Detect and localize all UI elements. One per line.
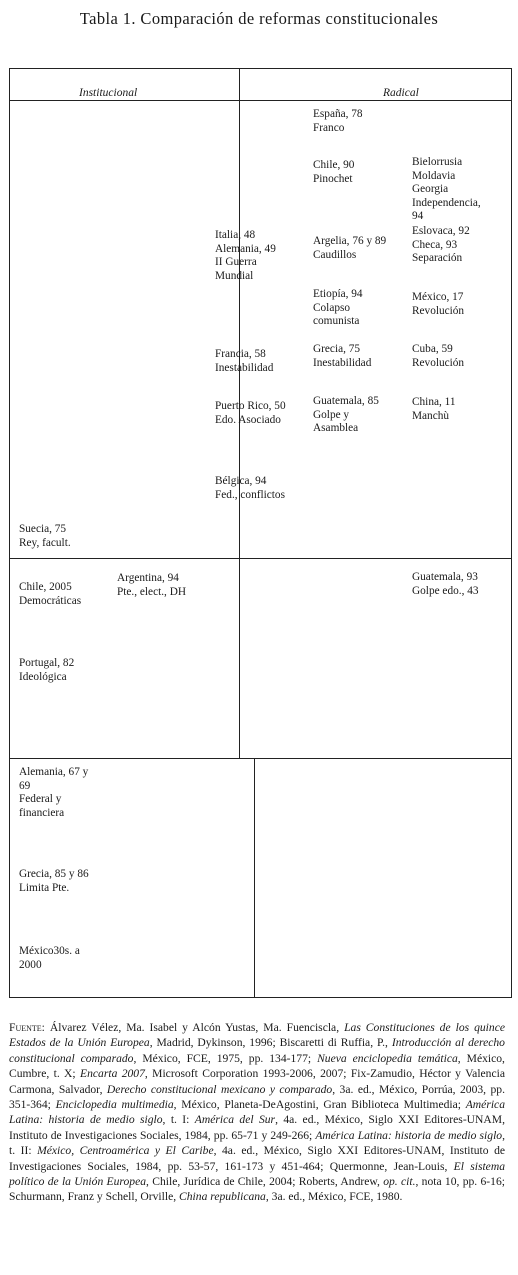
entry-chile-2005: Chile, 2005 Democráticas: [19, 581, 82, 607]
entry-espana: España, 78 Franco: [313, 108, 363, 134]
source-title: América Latina: historia de medio siglo: [315, 1128, 503, 1142]
entry-guatemala-93: Guatemala, 93 Golpe edo., 43: [412, 571, 479, 597]
entry-argelia: Argelia, 76 y 89 Caudillos: [313, 235, 387, 261]
source-text: , México, Cumbre, t. X;: [9, 1051, 505, 1081]
entry-belgica: Bélgica, 94 Fed., conflictos: [215, 475, 285, 501]
source-title: Encarta 2007: [80, 1067, 145, 1081]
entry-alemania-67: Alemania, 67 y 69 Federal y financiera: [19, 766, 89, 819]
header-rule: [9, 100, 512, 101]
entry-china: China, 11 Manchù: [412, 396, 456, 422]
source-title: Nueva enciclopedia temática: [317, 1051, 458, 1065]
source-text: , nota 10, pp. 6-16; Schurmann, Franz y Schell, Orville,: [9, 1175, 505, 1204]
source-title: América Latina: historia de medio siglo: [9, 1098, 505, 1127]
entry-guatemala-85: Guatemala, 85 Golpe y Asamblea: [313, 395, 379, 435]
source-title: Derecho constitucional mexicano y comparado: [106, 1082, 333, 1096]
source-label: Fuente: [9, 1021, 42, 1034]
header-radical: Radical: [383, 87, 419, 99]
source-note: [9, 1020, 505, 1205]
entry-argentina: Argentina, 94 Pte., elect., DH: [117, 572, 187, 598]
source-title: Las Constituciones de los quince Estados de la Unión Europea: [9, 1021, 505, 1050]
source-title: Introducción al derecho constitucional comparado: [9, 1036, 505, 1065]
source-text: , t. II:: [9, 1128, 505, 1158]
source-title: El sistema político de la Unión Europea: [9, 1159, 506, 1189]
entry-francia: Francia, 58 Inestabilidad: [215, 348, 274, 374]
source-text: , 3a. ed., México, FCE, 1980.: [265, 1190, 403, 1204]
source-text: , México, FCE, 1975, pp. 134-177;: [133, 1051, 318, 1065]
entry-mexico-30s: México30s. a 2000: [19, 945, 80, 971]
entry-chile-90: Chile, 90 Pinochet: [313, 159, 355, 185]
source-text: , 4a. ed., México, Siglo XXI Editores-UNAM, Instituto de Investigaciones Sociales, 1984, pp. 53-57, 161-173 y 451-464; Quermonne, Jean-Louis,: [9, 1144, 506, 1173]
source-text: , Chile, Jurídica de Chile, 2004; Roberts, Andrew,: [146, 1175, 384, 1189]
source-text: : Álvarez Vélez, Ma. Isabel y Alcón Yustas, Ma. Fuenciscla,: [41, 1021, 345, 1034]
entry-grecia-85: Grecia, 85 y 86 Limita Pte.: [19, 868, 89, 894]
entry-cuba: Cuba, 59 Revolución: [412, 343, 465, 369]
row-divider-1: [9, 558, 512, 559]
source-text: , t. I:: [162, 1113, 195, 1127]
source-title: op. cit.: [383, 1175, 416, 1189]
entry-italia: Italia, 48 Alemania, 49 II Guerra Mundial: [215, 229, 276, 282]
source-text: , Madrid, Dykinson, 1996; Biscaretti di Ruffia, P.,: [149, 1036, 392, 1050]
row-divider-2: [9, 758, 512, 759]
table-caption: Tabla 1. Comparación de reformas constitucionales: [79, 9, 439, 28]
entry-portugal: Portugal, 82 Ideológica: [19, 657, 75, 683]
header-institucional: Institucional: [79, 87, 138, 99]
entry-etiopia: Etiopía, 94 Colapso comunista: [313, 288, 363, 328]
source-title: Enciclopedia multimedia: [55, 1098, 174, 1112]
entry-puerto-rico: Puerto Rico, 50 Edo. Asociado: [215, 400, 286, 426]
entry-suecia: Suecia, 75 Rey, facult.: [19, 523, 71, 549]
entry-bielorrusia: Bielorrusia Moldavia Georgia Independencia, 94: [412, 156, 481, 223]
entry-eslovaca: Eslovaca, 92 Checa, 93 Separación: [412, 225, 470, 265]
source-title: América del Sur: [194, 1113, 276, 1127]
entry-mexico-17: México, 17 Revolución: [412, 291, 465, 317]
column-divider-lower: [254, 758, 255, 998]
source-text: , 3a. ed., México, Porrúa, 2003, pp. 351-364;: [9, 1082, 505, 1112]
source-text: , Microsoft Corporation 1993-2006, 2007; Fix-Zamudio, Héctor y Valencia Carmona, Salvador,: [9, 1067, 505, 1096]
entry-grecia-75: Grecia, 75 Inestabilidad: [313, 343, 372, 369]
source-text: , 4a. ed., México, Siglo XXI Editores-UNAM, Instituto de Investigaciones Sociales, 1984, pp. 65-71 y 249-266;: [9, 1113, 506, 1142]
source-title: México, Centroamérica y El Caribe: [37, 1144, 214, 1158]
source-text: , México, Planeta-DeAgostini, Gran Biblioteca Multimedia;: [173, 1098, 466, 1112]
source-title: China republicana: [179, 1190, 266, 1204]
